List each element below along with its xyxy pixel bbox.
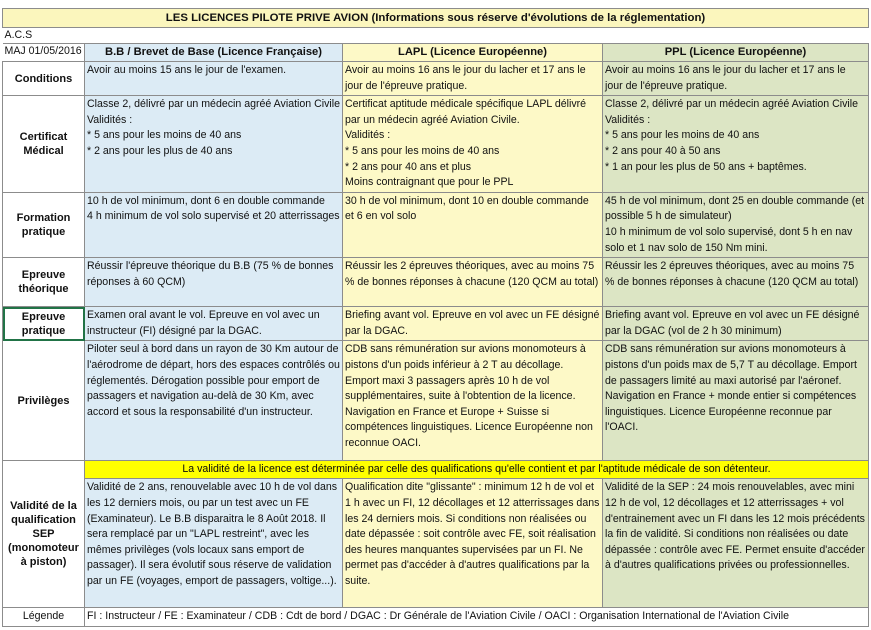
cell-line: Piloter seul à bord dans un rayon de 30 Km autour de l'aérodrome de départ, hors des espaces contrôlés ou réglementés. Dérogation possible pour emport de passagers et navigation au-delà de 30 Km, avec accord et sous la responsabilité d'un instructeur. — [87, 343, 343, 418]
sheet-title[interactable]: LES LICENCES PILOTE PRIVE AVION (Informations sous réserve d'évolutions de la réglementation) — [3, 9, 869, 28]
cell-line: * 5 ans pour les moins de 40 ans — [345, 144, 500, 157]
cell-line: 45 h de vol minimum, dont 25 en double commande (et possible 5 h de simulateur) — [605, 194, 868, 223]
cell-line: Briefing avant vol. Epreuve en vol avec un FE désigné par la DGAC (vol de 2 h 30 minimum) — [605, 309, 863, 337]
cell-line: Réussir les 2 épreuves théoriques, avec au moins 75 % de bonnes réponses à chacune (120 QCM au total) — [345, 260, 599, 288]
theorique-bb[interactable] — [85, 258, 343, 307]
pratique-ppl[interactable] — [603, 307, 869, 341]
cell-line: Réussir les 2 épreuves théoriques, avec au moins 75 % de bonnes réponses à chacune (120 QCM au total) — [605, 260, 859, 288]
cell-line: Moins contraignant que pour le PPL — [345, 176, 514, 189]
cell-line: * 5 ans pour les moins de 40 ans — [87, 129, 242, 142]
header-ppl[interactable]: PPL (Licence Européenne) — [603, 44, 869, 62]
cell-line: * 2 ans pour les plus de 40 ans — [87, 144, 233, 157]
empty-cell[interactable] — [85, 28, 869, 44]
row-label-conditions[interactable]: Conditions — [3, 62, 85, 96]
formation-ppl[interactable] — [603, 192, 869, 257]
cell-line: Validités : — [87, 113, 133, 126]
cell-line: 10 h minimum de vol solo supervisé, dont 5 h en nav solo et 1 nav solo de 150 Nm mini. — [605, 225, 856, 254]
conditions-bb[interactable] — [85, 62, 343, 96]
cell-line: Classe 2, délivré par un médecin agréé Aviation Civile — [605, 98, 859, 111]
licence-comparison-table — [2, 0, 869, 627]
cell-line: CDB sans rémunération sur avions monomoteurs à pistons d'un poids inférieur à 2 T au décollage. Emport maxi 3 passagers après 10 h de vol supplémentaires, suite à l'obtention de la licence. Navigation en France et Europe + Suisse si compétences linguistiques. Licence Européenne non reconnue OACI. — [345, 343, 596, 449]
cell-line: 30 h de vol minimum, dont 10 en double commande et 6 en vol solo — [345, 194, 592, 223]
cell-line: Avoir au moins 16 ans le jour du lacher et 17 ans le jour de l'épreuve pratique. — [605, 64, 849, 92]
theorique-lapl[interactable] — [343, 258, 603, 307]
cell-line: CDB sans rémunération sur avions monomoteurs à pistons d'un poids max de 5,7 T au décollage. Emport de passagers limité au maxi autorisé par l'aéronef. Navigation en France + monde entier si compétences linguistiques. Licence Européenne reconnue par l'OACI. — [605, 343, 860, 434]
conditions-ppl[interactable] — [603, 62, 869, 96]
row-label-validite[interactable]: Validité de la qualification SEP (monomoteur à piston) — [3, 461, 85, 608]
header-bb[interactable]: B.B / Brevet de Base (Licence Française) — [85, 44, 343, 62]
maj-date-cell[interactable]: MAJ 01/05/2016 — [3, 44, 85, 62]
legend-label[interactable]: Légende — [3, 608, 85, 627]
certificat-bb[interactable] — [85, 96, 343, 193]
cell-line: * 2 ans pour 40 à 50 ans — [605, 144, 721, 157]
acs-cell[interactable]: A.C.S — [3, 28, 85, 44]
cell-line: Classe 2, délivré par un médecin agréé Aviation Civile — [87, 98, 341, 111]
row-label-formation[interactable]: Formation pratique — [3, 192, 85, 257]
header-lapl[interactable]: LAPL (Licence Européenne) — [343, 44, 603, 62]
formation-lapl[interactable] — [343, 192, 603, 257]
privileges-ppl[interactable] — [603, 341, 869, 461]
cell-line: Avoir au moins 15 ans le jour de l'examen. — [87, 64, 287, 76]
pratique-lapl[interactable] — [343, 307, 603, 341]
cell-line: Qualification dite "glissante" : minimum 12 h de vol et 1 h avec un FI, 12 décollages et 12 atterrissages dans les 24 derniers mois. Si conditions non réalisées ou date dépassée : soit contrôle avec FE, soit réalisation des heures manquantes supervisées par un FI. Ne permet pas d'accéder à d'autres qualifications par la suite. — [345, 481, 603, 587]
validity-banner[interactable]: La validité de la licence est déterminée par celle des qualifications qu'elle contient et par l'aptitude médicale de son détenteur. — [85, 461, 869, 479]
cell-line: Validité de 2 ans, renouvelable avec 10 h de vol dans les 12 derniers mois, ou par un test avec un FE (Examinateur). Le B.B disparaitra le 8 Août 2018. Il sera remplacé par un "LAPL restreint", avec les mêmes privilèges (vols locaux sans emport de passager). Il sera évolutif sous réserve de validation par un FE (voyages, emport de passagers, voltige...). — [87, 481, 341, 587]
row-label-privileges[interactable]: Privilèges — [3, 341, 85, 461]
row-label-theorique[interactable]: Epreuve théorique — [3, 258, 85, 307]
privileges-bb[interactable] — [85, 341, 343, 461]
validite-lapl[interactable] — [343, 479, 603, 608]
cell-line: Validité de la SEP : 24 mois renouvelables, avec mini 12 h de vol, 12 décollages et 12 atterrissages + vol d'entrainement avec un FI dans les 12 mois précédents la fin de validité. Si conditions non réalisées ou date dépassée : contrôle avec FE. Permet ensuite d'accéder à d'autres qualifications privées ou professionnelles. — [605, 481, 868, 572]
cell-line: 4 h minimum de vol solo supervisé et 20 atterrissages — [87, 210, 340, 223]
cell-line: Examen oral avant le vol. Epreuve en vol avec un instructeur (FI) désigné par la DGAC. — [87, 309, 323, 337]
legend-text[interactable]: FI : Instructeur / FE : Examinateur / CDB : Cdt de bord / DGAC : Dr Générale de l'Aviation Civile / OACI : Organisation International de l'Aviation Civile — [85, 608, 869, 627]
pratique-bb[interactable] — [85, 307, 343, 341]
row-label-certificat[interactable]: Certificat Médical — [3, 96, 85, 193]
cell-line: Validités : — [345, 129, 391, 142]
cell-line: Certificat aptitude médicale spécifique LAPL délivré par un médecin agréé Aviation Civile. — [345, 98, 589, 126]
validite-ppl[interactable] — [603, 479, 869, 608]
row-label-pratique[interactable]: Epreuve pratique — [3, 307, 85, 341]
cell-line: 10 h de vol minimum, dont 6 en double commande — [87, 194, 325, 207]
cell-line: Avoir au moins 16 ans le jour du lacher et 17 ans le jour de l'épreuve pratique. — [345, 64, 589, 92]
validite-bb[interactable] — [85, 479, 343, 608]
certificat-lapl[interactable] — [343, 96, 603, 193]
privileges-lapl[interactable] — [343, 341, 603, 461]
theorique-ppl[interactable] — [603, 258, 869, 307]
certificat-ppl[interactable] — [603, 96, 869, 193]
cell-line: Réussir l'épreuve théorique du B.B (75 % de bonnes réponses à 60 QCM) — [87, 260, 337, 288]
top-strip — [3, 0, 869, 9]
cell-line: * 5 ans pour les moins de 40 ans — [605, 129, 760, 142]
conditions-lapl[interactable] — [343, 62, 603, 96]
cell-line: * 1 an pour les plus de 50 ans + baptêmes. — [605, 160, 807, 173]
formation-bb[interactable] — [85, 192, 343, 257]
cell-line: * 2 ans pour 40 ans et plus — [345, 160, 472, 173]
cell-line: Briefing avant vol. Epreuve en vol avec un FE désigné par la DGAC. — [345, 309, 603, 337]
cell-line: Validités : — [605, 113, 651, 126]
